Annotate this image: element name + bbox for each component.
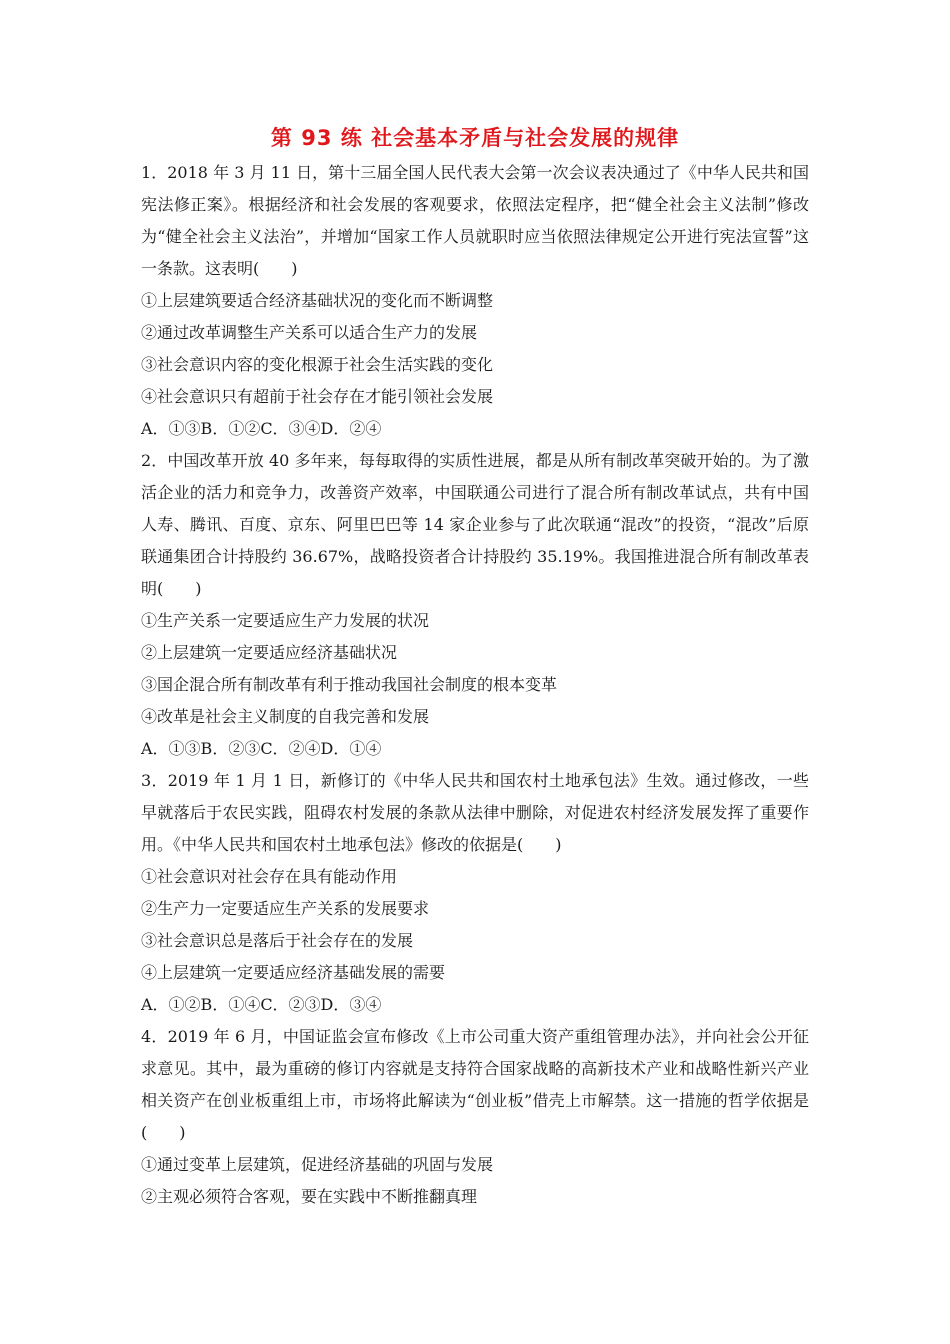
question-stem: 2．中国改革开放 40 多年来，每每取得的实质性进展，都是从所有制改革突破开始的。为了激活企业的活力和竞争力，改善资产效率，中国联通公司进行了混合所有制改革试点，共有中国人寿、腾讯、百度、京东、阿里巴巴等 14 家企业参与了此次联通“混改”的投资，“混改”后原联通集团合计持股约 36.67%，战略投资者合计持股约 35.19%。我国推进混合所有制改革表明( ) — [141, 451, 809, 598]
option-4: ④社会意识只有超前于社会存在才能引领社会发展 — [141, 387, 494, 406]
option-2: ②主观必须符合客观，要在实践中不断推翻真理 — [141, 1187, 478, 1206]
option-2: ②生产力一定要适应生产关系的发展要求 — [141, 899, 430, 918]
option-3: ③社会意识内容的变化根源于社会生活实践的变化 — [141, 355, 494, 374]
option-3: ③国企混合所有制改革有利于推动我国社会制度的根本变革 — [141, 675, 558, 694]
question-stem: 3．2019 年 1 月 1 日，新修订的《中华人民共和国农村土地承包法》生效。通过修改，一些早就落后于农民实践，阻碍农村发展的条款从法律中删除，对促进农村经济发展发挥了重要作用。《中华人民共和国农村土地承包法》修改的依据是( ) — [141, 771, 809, 854]
option-3: ③社会意识总是落后于社会存在的发展 — [141, 931, 414, 950]
question-2 — [141, 445, 809, 765]
question-stem: 4．2019 年 6 月，中国证监会宣布修改《上市公司重大资产重组管理办法》，并向社会公开征求意见。其中，最为重磅的修订内容就是支持符合国家战略的高新技术产业和战略性新兴产业相关资产在创业板重组上市，市场将此解读为“创业板”借壳上市解禁。这一措施的哲学依据是( ) — [141, 1027, 809, 1142]
option-1: ①社会意识对社会存在具有能动作用 — [141, 867, 398, 886]
option-1: ①上层建筑要适合经济基础状况的变化而不断调整 — [141, 291, 494, 310]
page-title: 第 93 练 社会基本矛盾与社会发展的规律 — [270, 126, 680, 150]
question-3 — [141, 765, 809, 1021]
question-stem: 1．2018 年 3 月 11 日，第十三届全国人民代表大会第一次会议表决通过了《中华人民共和国宪法修正案》。根据经济和社会发展的客观要求，依照法定程序，把“健全社会主义法制”修改为“健全社会主义法治”，并增加“国家工作人员就职时应当依照法律规定公开进行宪法宣誓”这一条款。这表明( ) — [141, 163, 809, 278]
option-2: ②上层建筑一定要适应经济基础状况 — [141, 643, 398, 662]
answer-choices: A．①②B．①④C．②③D．③④ — [141, 995, 382, 1014]
option-1: ①生产关系一定要适应生产力发展的状况 — [141, 611, 430, 630]
question-4 — [141, 1021, 809, 1213]
question-1 — [141, 157, 809, 445]
option-4: ④改革是社会主义制度的自我完善和发展 — [141, 707, 430, 726]
question-list — [141, 157, 809, 1213]
option-4: ④上层建筑一定要适应经济基础发展的需要 — [141, 963, 446, 982]
option-2: ②通过改革调整生产关系可以适合生产力的发展 — [141, 323, 478, 342]
option-1: ①通过变革上层建筑，促进经济基础的巩固与发展 — [141, 1155, 494, 1174]
answer-choices: A．①③B．②③C．②④D．①④ — [141, 739, 382, 758]
answer-choices: A．①③B．①②C．③④D．②④ — [141, 419, 382, 438]
